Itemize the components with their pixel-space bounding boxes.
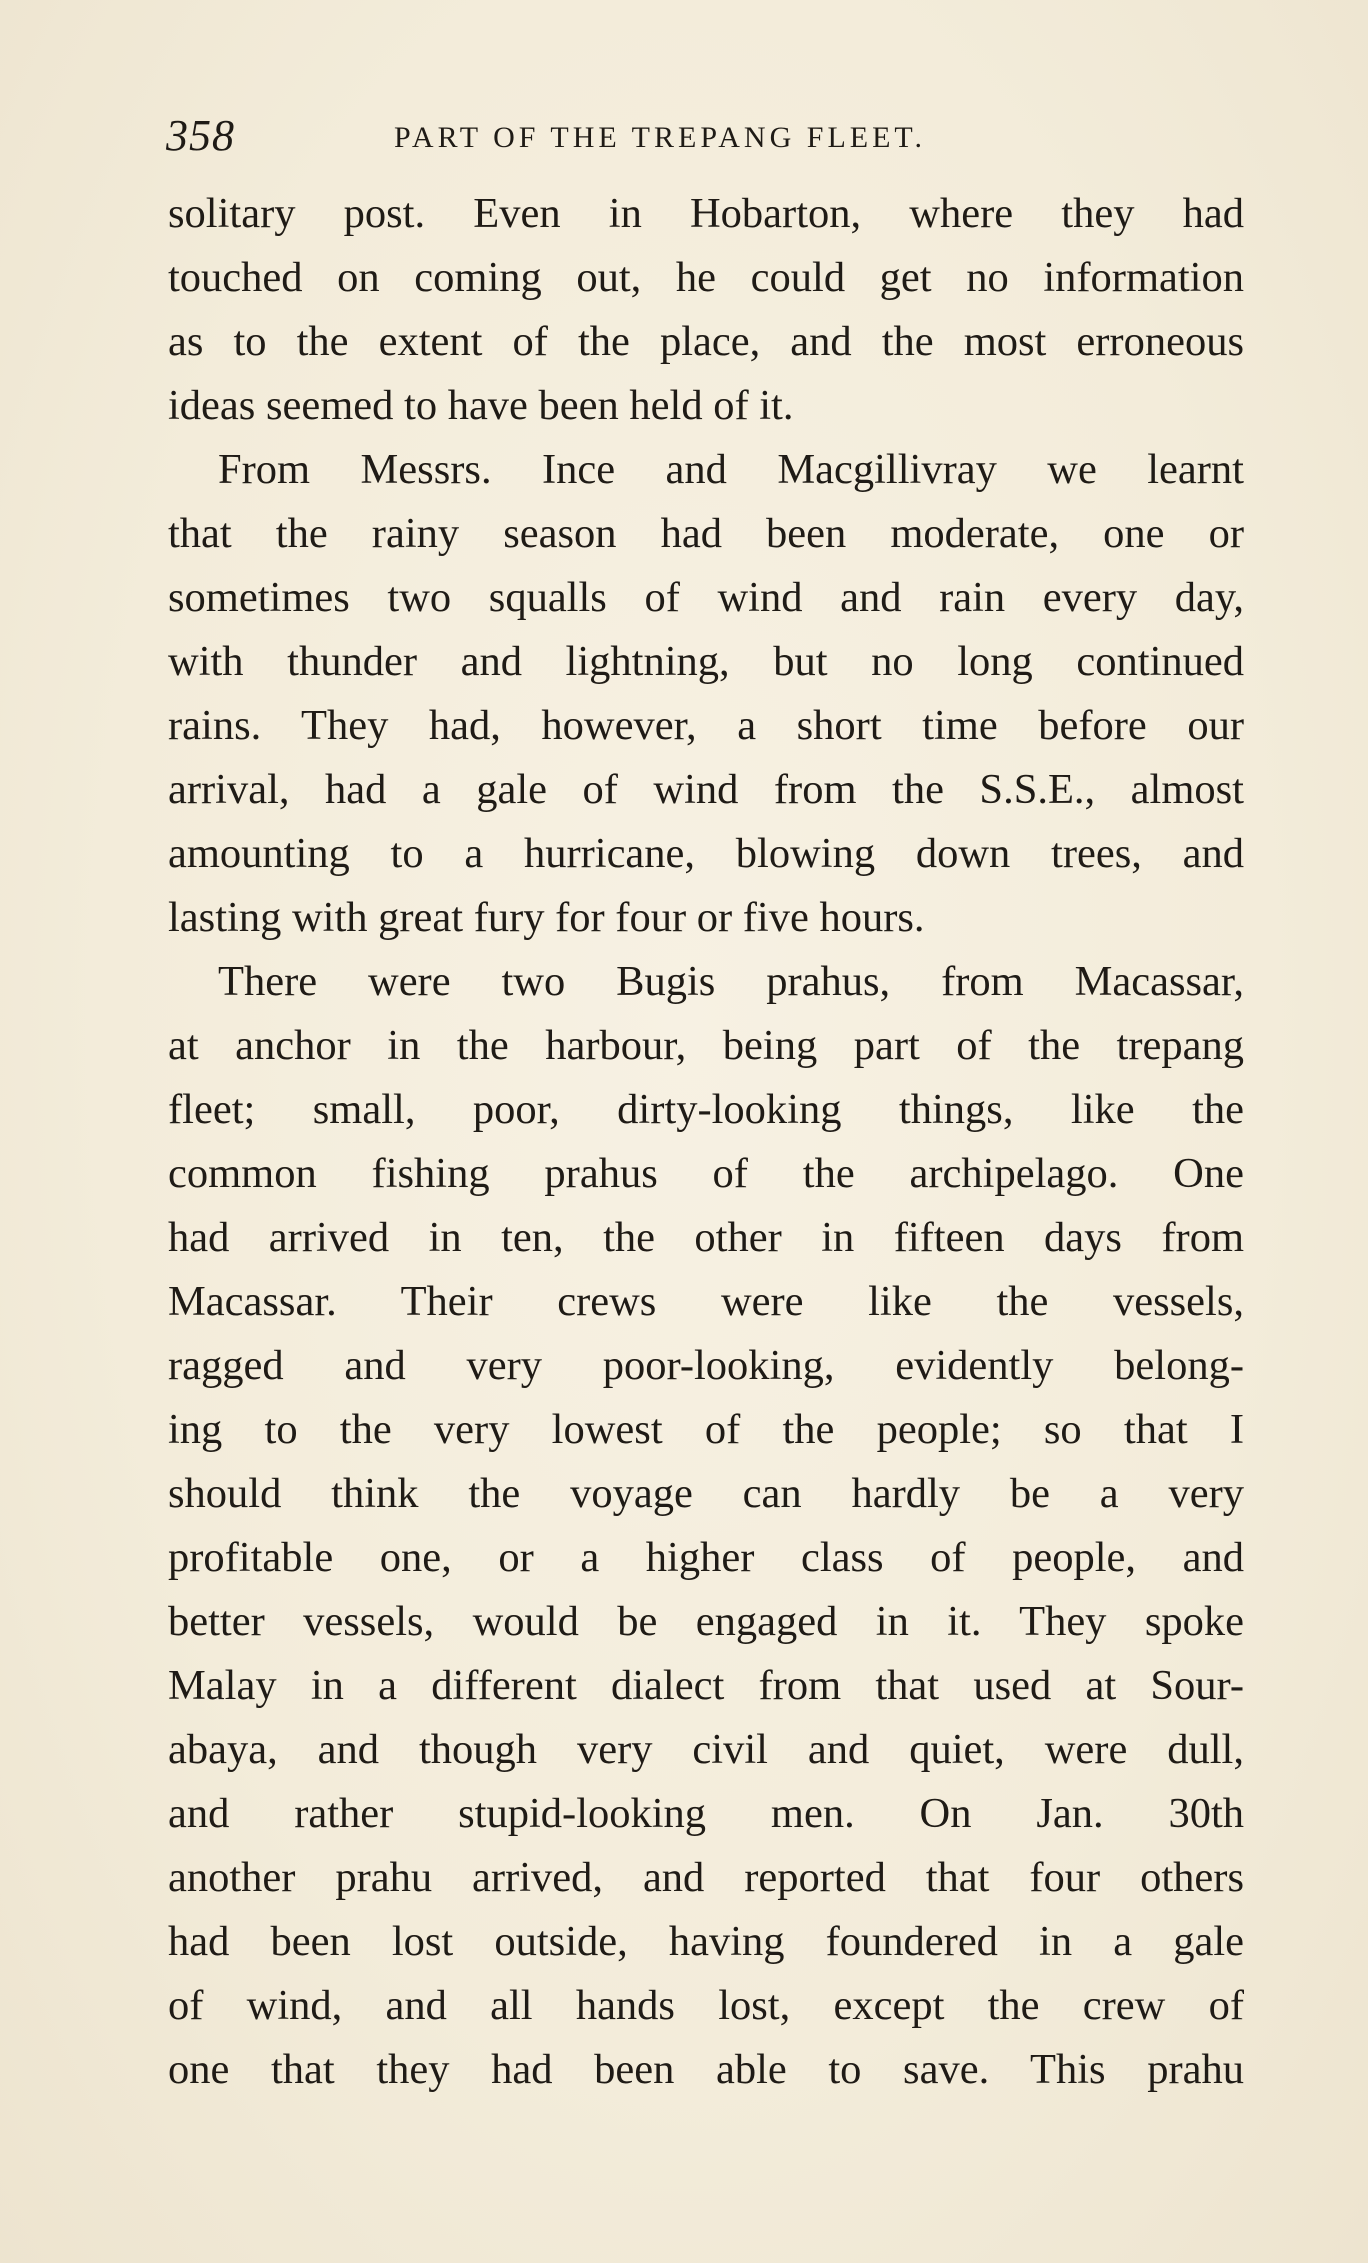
page-header xyxy=(166,108,1246,164)
text-line: one that they had been able to save. This prahu xyxy=(168,2046,1244,2093)
text-line: ideas seemed to have been held of it. xyxy=(168,382,794,429)
text-line: at anchor in the harbour, being part of the trepang xyxy=(168,1022,1244,1069)
text-line: rains. They had, however, a short time before our xyxy=(168,702,1244,749)
text-line: of wind, and all hands lost, except the crew of xyxy=(168,1982,1244,2029)
page-number: 358 xyxy=(166,111,235,160)
text-line: with thunder and lightning, but no long continued xyxy=(168,638,1244,685)
text-line: had arrived in ten, the other in fifteen days from xyxy=(168,1214,1244,1261)
text-line: ing to the very lowest of the people; so that I xyxy=(168,1406,1244,1453)
text-line: profitable one, or a higher class of people, and xyxy=(168,1534,1244,1581)
text-line: ragged and very poor-looking, evidently belong- xyxy=(168,1342,1244,1389)
text-line: that the rainy season had been moderate, one or xyxy=(168,510,1244,557)
text-line: had been lost outside, having foundered in a gale xyxy=(168,1918,1244,1965)
text-line: Malay in a different dialect from that used at Sour- xyxy=(168,1662,1244,1709)
text-line: another prahu arrived, and reported that four others xyxy=(168,1854,1244,1901)
text-line: amounting to a hurricane, blowing down trees, and xyxy=(168,830,1244,877)
text-line: fleet; small, poor, dirty-looking things, like the xyxy=(168,1086,1244,1133)
text-line: From Messrs. Ince and Macgillivray we learnt xyxy=(218,446,1244,493)
text-line: lasting with great fury for four or five hours. xyxy=(168,894,925,941)
text-line: abaya, and though very civil and quiet, were dull, xyxy=(168,1726,1244,1773)
body-text xyxy=(168,182,1244,2102)
text-line: arrival, had a gale of wind from the S.S.E., almost xyxy=(168,766,1244,813)
running-head: PART OF THE TREPANG FLEET. xyxy=(394,121,927,154)
text-line: sometimes two squalls of wind and rain every day, xyxy=(168,574,1244,621)
text-line: There were two Bugis prahus, from Macassar, xyxy=(218,958,1244,1005)
text-line: touched on coming out, he could get no information xyxy=(168,254,1244,301)
text-line: should think the voyage can hardly be a very xyxy=(168,1470,1244,1517)
text-line: solitary post. Even in Hobarton, where they had xyxy=(168,190,1244,237)
text-line: as to the extent of the place, and the most erroneous xyxy=(168,318,1244,365)
text-line: better vessels, would be engaged in it. They spoke xyxy=(168,1598,1244,1645)
text-line: common fishing prahus of the archipelago. One xyxy=(168,1150,1244,1197)
text-line: Macassar. Their crews were like the vessels, xyxy=(168,1278,1244,1325)
text-line: and rather stupid-looking men. On Jan. 30th xyxy=(168,1790,1244,1837)
